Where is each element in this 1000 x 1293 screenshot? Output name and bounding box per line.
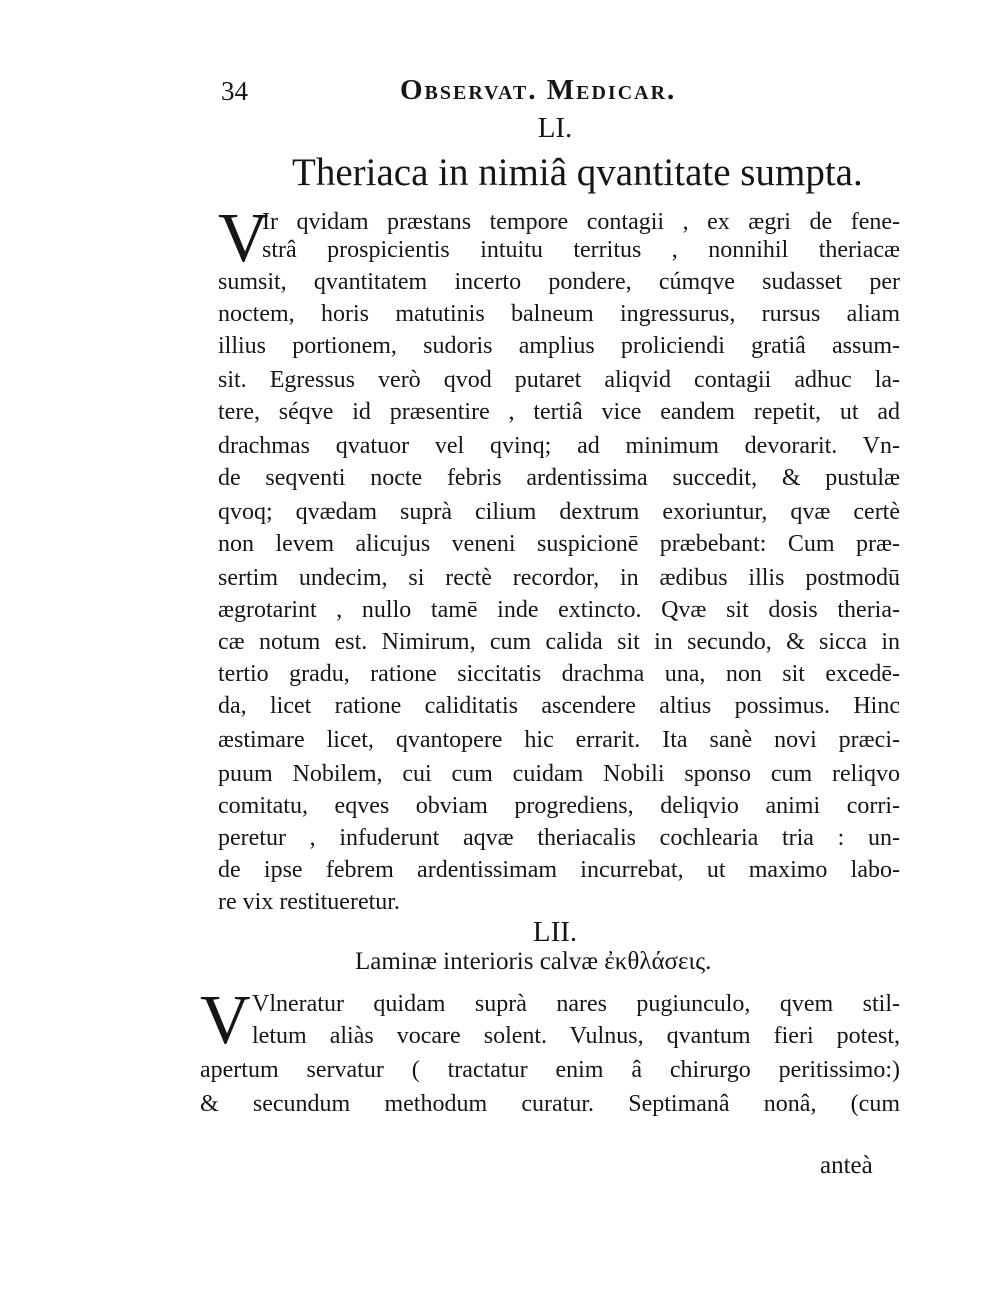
chapter-title-51: Theriaca in nimiâ qvantitate sumpta. bbox=[292, 151, 863, 194]
text-line: de seqventi nocte febris ardentissima succedit, & pustulæ bbox=[218, 465, 900, 491]
text-line: Vlneratur quidam suprà nares pugiunculo, qvem stil- bbox=[252, 991, 900, 1017]
text-line: æstimare licet, qvantopere hic errarit. Ita sanè novi præci- bbox=[218, 727, 900, 753]
text-line: ægrotarint , nullo tamē inde extincto. Qvæ sit dosis theria- bbox=[218, 597, 900, 623]
text-line: apertum servatur ( tractatur enim â chirurgo peritissimo:) bbox=[200, 1057, 900, 1083]
chapter-number-51: LI. bbox=[537, 112, 573, 144]
text-line: Ir qvidam præstans tempore contagii , ex ægri de fene- bbox=[262, 209, 900, 235]
chapter-number-52: LII. bbox=[532, 916, 578, 948]
catchword: anteà bbox=[820, 1152, 873, 1179]
text-line: noctem, horis matutinis balneum ingressurus, rursus aliam bbox=[218, 301, 900, 327]
text-line: comitatu, eqves obviam progrediens, deliqvio animi corri- bbox=[218, 793, 900, 819]
text-line: sumsit, qvantitatem incerto pondere, cúmqve sudasset per bbox=[218, 269, 900, 295]
text-line: tere, séqve id præsentire , tertiâ vice eandem repetit, ut ad bbox=[218, 399, 900, 425]
text-line: & secundum methodum curatur. Septimanâ nonâ, (cum bbox=[200, 1091, 900, 1117]
chapter-title-52: Laminæ interioris calvæ ἐκθλάσεις. bbox=[355, 948, 712, 975]
text-line: tertio gradu, ratione siccitatis drachma una, non sit excedē- bbox=[218, 661, 900, 687]
dropcap-51: V bbox=[218, 200, 269, 277]
page-number: 34 bbox=[221, 76, 248, 106]
text-line: re vix restitueretur. bbox=[218, 889, 400, 915]
text-line: qvoq; qvædam suprà cilium dextrum exoriuntur, qvæ certè bbox=[218, 499, 900, 525]
text-line: peretur , infuderunt aqvæ theriacalis cochlearia tria : un- bbox=[218, 825, 900, 851]
text-line: puum Nobilem, cui cum cuidam Nobili sponso cum reliqvo bbox=[218, 761, 900, 787]
text-line: letum aliàs vocare solent. Vulnus, qvantum fieri potest, bbox=[252, 1023, 900, 1049]
text-line: strâ prospicientis intuitu territus , nonnihil theriacæ bbox=[262, 237, 900, 263]
text-line: non levem alicujus veneni suspicionē præbebant: Cum præ- bbox=[218, 531, 900, 557]
text-line: sertim undecim, si rectè recordor, in ædibus illis postmodū bbox=[218, 565, 900, 591]
dropcap-52: V bbox=[200, 982, 251, 1059]
text-line: da, licet ratione caliditatis ascendere altius possimus. Hinc bbox=[218, 693, 900, 719]
text-line: drachmas qvatuor vel qvinq; ad minimum devorarit. Vn- bbox=[218, 433, 900, 459]
text-line: de ipse febrem ardentissimam incurrebat, ut maximo labo- bbox=[218, 857, 900, 883]
text-line: cæ notum est. Nimirum, cum calida sit in secundo, & sicca in bbox=[218, 629, 900, 655]
text-line: sit. Egressus verò qvod putaret aliqvid contagii adhuc la- bbox=[218, 367, 900, 393]
text-line: illius portionem, sudoris amplius proliciendi gratiâ assum- bbox=[218, 333, 900, 359]
running-head: Observat. Medicar. bbox=[400, 74, 677, 106]
